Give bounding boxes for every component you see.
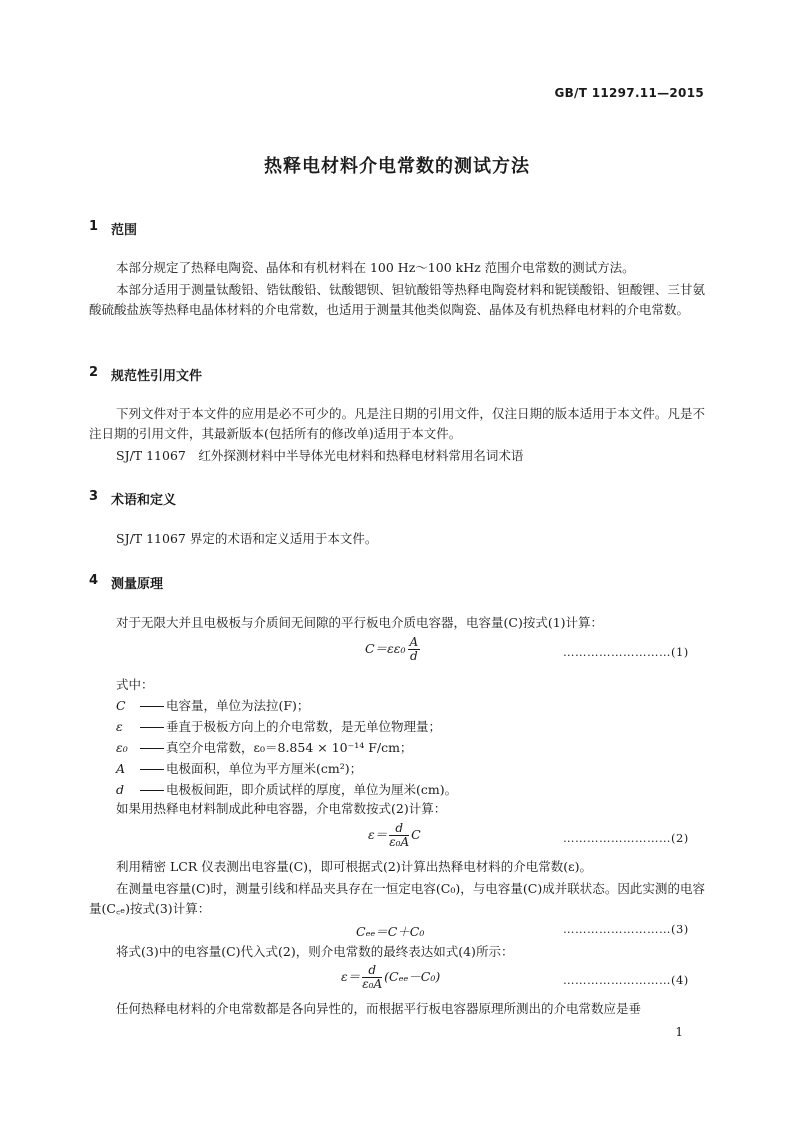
section-4-title: 测量原理 [111,577,164,592]
equation-4-fraction [362,964,382,991]
equation-2-numerator: d [389,822,409,836]
equation-2-fraction [389,822,409,849]
standard-number: GB/T 11297.11—2015 [554,86,704,100]
equation-4 [341,964,440,991]
equation-1-fraction [408,636,421,663]
definition-text: 真空介电常数，ε₀＝8.854 × 10⁻¹⁴ F/cm； [166,740,413,755]
definition-row [116,697,309,715]
equation-3-number: ………………………(3) [563,922,689,936]
equation-3: Cₑₑ＝C＋C₀ [356,924,425,939]
equation-4-lhs: ε＝ [341,969,361,984]
definition-text: 电极板间距，即介质试样的厚度，单位为厘米(cm)。 [166,782,458,797]
definition-dash [140,727,164,728]
definition-symbol: ε [116,719,123,734]
equation-1-lhs: C＝εε₀ [365,641,406,656]
definition-symbol: C [116,698,126,713]
section-4-paragraph-3: 利用精密 LCR 仪表测出电容量(C)，即可根据式(2)计算出热释电材料的介电常数(ε)。 [116,859,592,874]
section-1-title: 范围 [111,223,138,238]
section-2-number: 2 [89,365,99,380]
equation-2-denominator: ε₀A [389,835,410,849]
definition-dash [140,706,164,707]
equation-4-number: ………………………(4) [563,973,689,987]
definition-row [116,760,362,778]
definition-row [116,781,457,799]
equation-1-denominator: d [409,649,418,663]
section-1-paragraph-1: 本部分规定了热释电陶瓷、晶体和有机材料在 100 Hz～100 kHz 范围介电常数的测试方法。 [116,260,635,275]
section-3-paragraph-1: SJ/T 11067 界定的术语和定义适用于本文件。 [116,531,378,546]
section-2-title: 规范性引用文件 [111,369,203,384]
section-3-number: 3 [89,489,99,504]
page-number: 1 [675,1025,683,1039]
section-2-paragraph-1: 下列文件对于本文件的应用是必不可少的。凡是注日期的引用文件，仅注日期的版本适用于本文件。凡是不注日期的引用文件，其最新版本(包括所有的修改单)适用于本文件。 [89,406,705,441]
section-1-paragraph-2: 本部分适用于测量钛酸铅、锆钛酸铅、钛酸锶钡、钽钪酸铅等热释电陶瓷材料和铌镁酸铅、钽酸锂、三甘氨酸硫酸盐族等热释电晶体材料的介电常数，也适用于测量其他类似陶瓷、晶体及有机热释电材料的介电常数。 [89,282,705,317]
equation-1-numerator: A [409,635,419,649]
definition-symbol: ε₀ [116,740,128,755]
document-title: 热释电材料介电常数的测试方法 [264,156,530,177]
definition-symbol: d [116,782,125,797]
section-3-title: 术语和定义 [111,493,177,508]
equation-4-rhs: (Cₑₑ－C₀) [384,969,441,984]
equation-1-number: ………………………(1) [563,645,689,659]
equation-2-rhs: C [411,827,421,842]
definition-text: 电极面积，单位为平方厘米(cm²)； [166,761,363,776]
equation-4-denominator: ε₀A [362,977,383,991]
definition-dash [140,748,164,749]
equation-4-numerator: d [362,964,382,978]
section-4-paragraph-2: 如果用热释电材料制成此种电容器，介电常数按式(2)计算： [116,801,447,816]
definition-text: 电容量，单位为法拉(F)； [166,698,310,713]
definition-dash [140,769,164,770]
normative-reference: SJ/T 11067 红外探测材料中半导体光电材料和热释电材料常用名词术语 [116,448,524,463]
where-label: 式中： [116,677,154,692]
definition-row [116,739,412,757]
definition-row [116,718,441,736]
section-4-paragraph-6: 任何热释电材料的介电常数都是各向异性的，而根据平行板电容器原理所测出的介电常数应是垂 [116,1001,642,1016]
equation-2-number: ………………………(2) [563,831,689,845]
section-4-number: 4 [89,573,99,588]
section-1-number: 1 [89,219,99,234]
section-4-paragraph-4: 在测量电容量(C)时，测量引线和样品夹具存在一恒定电容(C₀)，与电容量(C)成并联状态。因此实测的电容量(C꜀ₑ)按式(3)计算： [89,881,705,916]
definition-dash [140,790,164,791]
equation-1 [365,636,422,663]
equation-2-lhs: ε＝ [368,827,388,842]
definition-symbol: A [116,761,126,776]
definition-text: 垂直于极板方向上的介电常数，是无单位物理量； [166,719,442,734]
section-4-paragraph-1: 对于无限大并且电极板与介质间无间隙的平行板电介质电容器，电容量(C)按式(1)计算： [116,615,604,630]
equation-2 [368,822,421,849]
section-4-paragraph-5: 将式(3)中的电容量(C)代入式(2)，则介电常数的最终表达如式(4)所示： [116,944,514,959]
